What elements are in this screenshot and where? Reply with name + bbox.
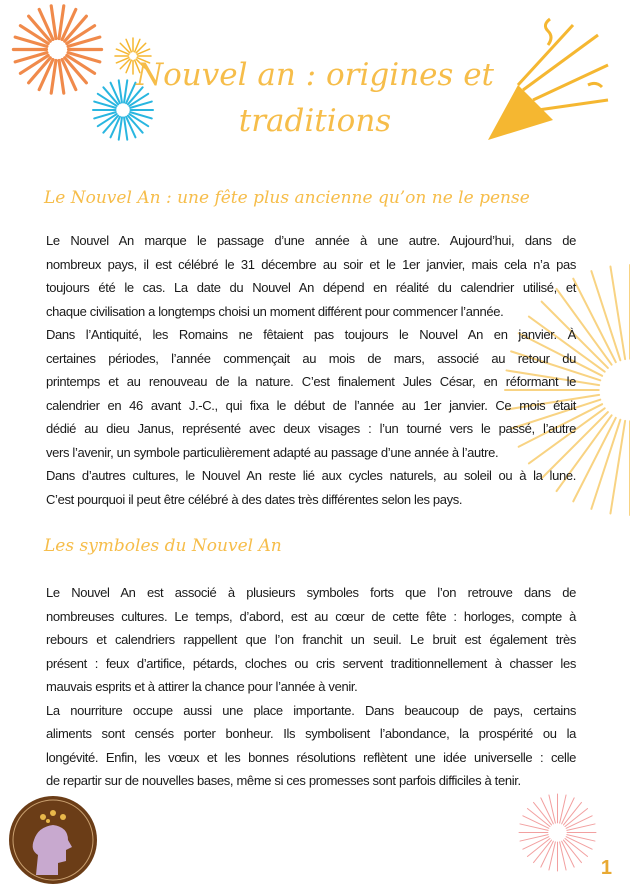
firework-ray xyxy=(560,795,566,823)
text-line: printemps et au renouveau de la nature. C’est finalement Jules César, en réformant le xyxy=(46,374,576,389)
text-line: vers l’avenir, un symbole particulièrement adapté au passage d’une année à l’autre. xyxy=(46,444,499,460)
text-line: C’est pourquoi il peut être célébré à des dates très différentes selon les pays. xyxy=(46,491,463,507)
firework-ray xyxy=(610,267,625,360)
text-line: mauvais esprits et à attirer la chance pour l’année à venir. xyxy=(46,679,358,694)
text-line: toujours été le cas. La date du Nouvel An dépend en réalité du calendrier utilisé, et xyxy=(46,280,576,295)
firework-ray xyxy=(520,824,548,830)
text-line: nombreuses cultures. Le temps, d’abord, est au cœur de cette fête : horloges, compte à xyxy=(46,608,576,624)
firework-ray xyxy=(591,271,620,360)
firework-ray xyxy=(520,835,548,841)
text-line: Le Nouvel An est associé à plusieurs symboles forts que l’on retrouve dans de xyxy=(46,585,576,600)
text-line: La nourriture occupe aussi une place importante. Dans beaucoup de pays, certains xyxy=(46,702,576,718)
text-line: nombreux pays, il est célébré le 31 décembre au soir et le 1er janvier, mais cela n’a pas xyxy=(46,256,576,272)
firework-ray xyxy=(560,842,566,870)
firework-ray xyxy=(591,420,620,509)
firework-ray xyxy=(567,824,595,830)
page-title xyxy=(110,52,520,144)
title-line: Nouvel an : origines et xyxy=(135,57,494,93)
text-line: rebours et calendriers rappellent que l’on franchit un seuil. Le bruit est également très xyxy=(46,632,576,647)
text-line: certaines périodes, l’année commençait au mois de mars, associé au retour du xyxy=(46,350,576,366)
text-line: de repartir sur de nouvelles bases, même si ces promesses sont parfois difficiles à tenir. xyxy=(46,773,521,788)
text-line: Dans d’autres cultures, le Nouvel An reste lié aux cycles naturels, au soleil ou à la lune. xyxy=(46,468,576,483)
text-line: aliments sont censés porter bonheur. Ils symbolisent l’abondance, la prospérité ou la xyxy=(46,726,576,741)
text-line: chaque civilisation a longtemps choisi un moment différent pour commencer l’année. xyxy=(46,303,504,319)
firework-ray xyxy=(549,842,555,870)
firework-ray xyxy=(549,795,555,823)
section-heading: Le Nouvel An : une fête plus ancienne qu’on ne le pense xyxy=(44,188,530,208)
text-line: longévité. Enfin, les vœux et les bonnes résolutions reflètent une idée universelle : celle xyxy=(46,749,576,765)
text-line: dédié au dieu Janus, représenté avec deux visages : l’un tourné vers le passé, l’autre xyxy=(46,421,576,436)
firework-ray xyxy=(610,421,625,514)
text-line: Le Nouvel An marque le passage d’une année à une autre. Aujourd’hui, dans de xyxy=(46,233,576,248)
title-line: traditions xyxy=(238,103,392,139)
logo xyxy=(8,795,98,885)
firework-pink-icon xyxy=(515,790,600,875)
text-line: présent : feux d’artifice, pétards, cloches ou cris servent traditionnellement à chasser les xyxy=(46,655,576,671)
page-number: 1 xyxy=(600,857,612,879)
text-line: calendrier en 46 avant J.-C., qui fixa le début de l’année au 1er janvier. Ce mois était xyxy=(46,397,576,413)
section-body xyxy=(46,229,576,511)
firework-ray xyxy=(567,835,595,841)
section-body xyxy=(46,581,576,793)
section-heading: Les symboles du Nouvel An xyxy=(44,536,282,556)
text-line: Dans l’Antiquité, les Romains ne fêtaient pas toujours le Nouvel An en janvier. À xyxy=(46,327,576,342)
